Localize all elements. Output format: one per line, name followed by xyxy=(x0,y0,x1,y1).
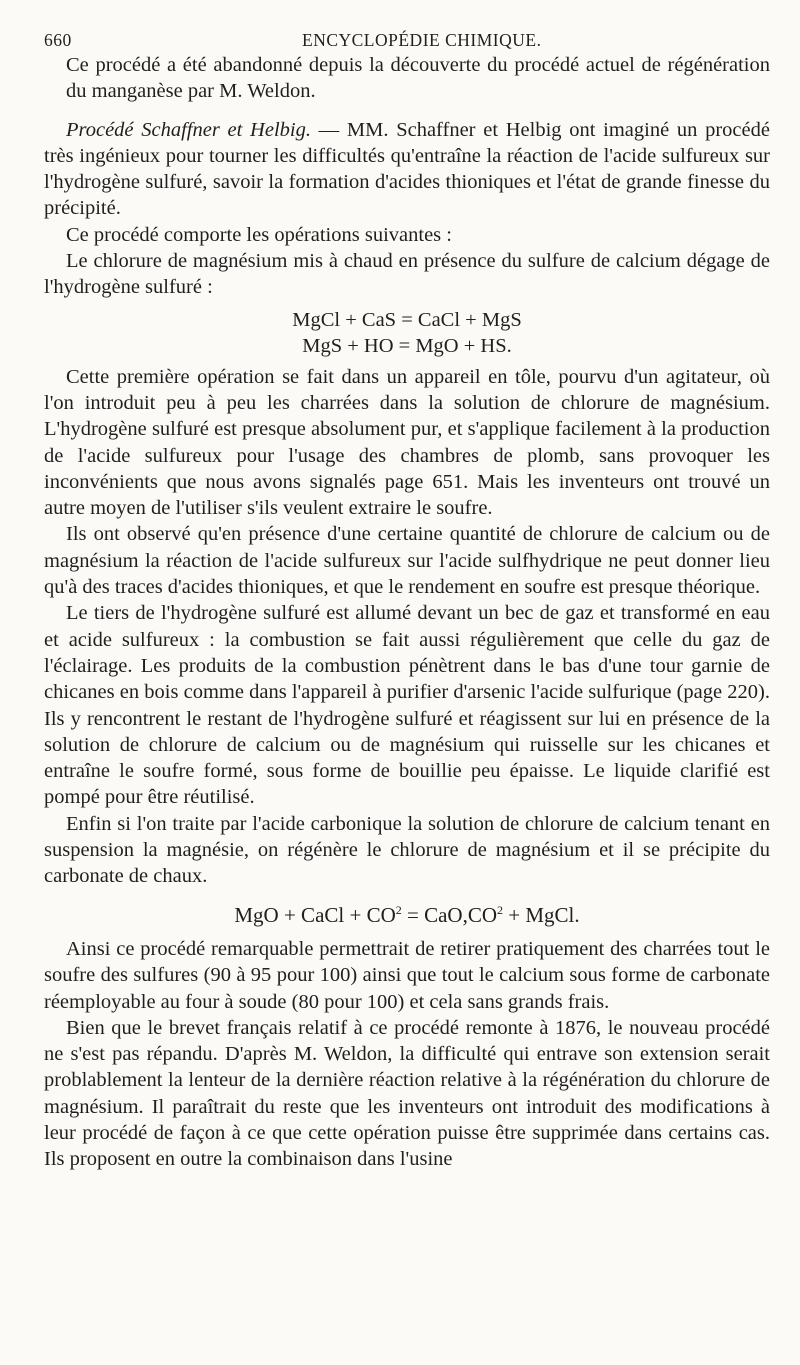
superscript: 2 xyxy=(497,902,504,917)
page-number: 660 xyxy=(44,30,72,50)
equation-2: MgS + HO = MgO + HS. xyxy=(302,334,512,357)
equation-part: MgO + CaCl + CO xyxy=(234,902,396,927)
paragraph-ainsi: Ainsi ce procédé remarquable permettrait de retirer pratiquement des charrées tout le soufre des sulfures (90 à 95 pour 100) ainsi que tout le calcium sous forme de carbonate réemployable au four à soude (80 pour 100) et cela sans grands frais. xyxy=(44,937,770,1013)
equation-block-1 xyxy=(44,307,770,359)
page-body xyxy=(44,52,770,1173)
equation-1: MgCl + CaS = CaCl + MgS xyxy=(292,308,522,331)
paragraph-tiers: Le tiers de l'hydrogène sulfuré est allumé devant un bec de gaz et transformé en eau et acide sulfureux : la combustion se fait aussi régulièrement que celle du gaz de l'éclairage. Les produits de la combustion pénètrent dans le bas d'une tour garnie de chicanes en bois comme dans l'appareil à purifier d'arsenic l'acide sulfurique (page 220). Ils y rencontrent le restant de l'hydrogène sulfuré et réagissent sur lui en présence de la solution de chlorure de calcium ou de magnésium qui ruisselle sur les chicanes et entraîne le soufre formé, sous forme de bouillie peu épaisse. Le liquide clarifié est pompé pour être réutilisé. xyxy=(44,602,770,809)
running-title: ENCYCLOPÉDIE CHIMIQUE. xyxy=(302,30,542,50)
paragraph-text: — MM. Schaffner et Helbig ont imaginé un procédé très ingénieux pour tourner les difficultés qu'entraîne la réaction de l'acide sulfureux sur l'hydrogène sulfuré, savoir la formation d'acides thioniques et l'état de grande finesse du précipité. xyxy=(44,118,770,220)
superscript: 2 xyxy=(395,902,402,917)
paragraph-brevet: Bien que le brevet français relatif à ce procédé remonte à 1876, le nouveau procédé ne s'est pas répandu. D'après M. Weldon, la difficulté qui entrave son extension serait problablement la lenteur de la dernière réaction relative à la régénération du chlorure de magnésium. Il paraîtrait du reste que les inventeurs ont introduit des modifications à leur procédé de façon à ce que cette opération puisse être supprimée dans certains cas. Ils proposent en outre la combinaison dans l'usine xyxy=(44,1016,770,1171)
page-header xyxy=(44,22,770,52)
paragraph-enfin: Enfin si l'on traite par l'acide carbonique la solution de chlorure de calcium tenant en suspension la magnésie, on régénère le chlorure de magnésium et il se précipite du carbonate de chaux. xyxy=(44,812,770,888)
section-title: Procédé Schaffner et Helbig. xyxy=(66,118,311,141)
paragraph-operations: Ce procédé comporte les opérations suivantes : xyxy=(66,223,452,246)
paragraph-premiere-operation: Cette première opération se fait dans un appareil en tôle, pourvu d'un agitateur, où l'on introduit peu à peu les charrées dans la solution de chlorure de magnésium. L'hydrogène sulfuré est presque absolument pur, et s'applique facilement à la production de l'acide sulfureux pour l'usage des chambres de plomb, sans provoquer les inconvénients que nous avons signalés page 651. Mais les inventeurs ont trouvé un autre moyen de l'utiliser s'ils veulent extraire le soufre. xyxy=(44,365,770,520)
equation-part: = CaO,CO xyxy=(401,902,498,927)
paragraph-schaffner-helbig xyxy=(44,117,770,222)
paragraph-weldon: Ce procédé a été abandonné depuis la découverte du procédé actuel de régénération du manganèse par M. Weldon. xyxy=(66,54,770,103)
equation-3 xyxy=(44,902,770,928)
paragraph-chlorure: Le chlorure de magnésium mis à chaud en présence du sulfure de calcium dégage de l'hydrogène sulfuré : xyxy=(44,250,770,299)
equation-part: + MgCl. xyxy=(503,902,580,927)
paragraph-observation: Ils ont observé qu'en présence d'une certaine quantité de chlorure de calcium ou de magnésium la réaction de l'acide sulfureux sur l'acide sulfhydrique ne peut donner lieu qu'à des traces d'acides thioniques, et que le rendement en soufre est presque théorique. xyxy=(44,523,770,599)
